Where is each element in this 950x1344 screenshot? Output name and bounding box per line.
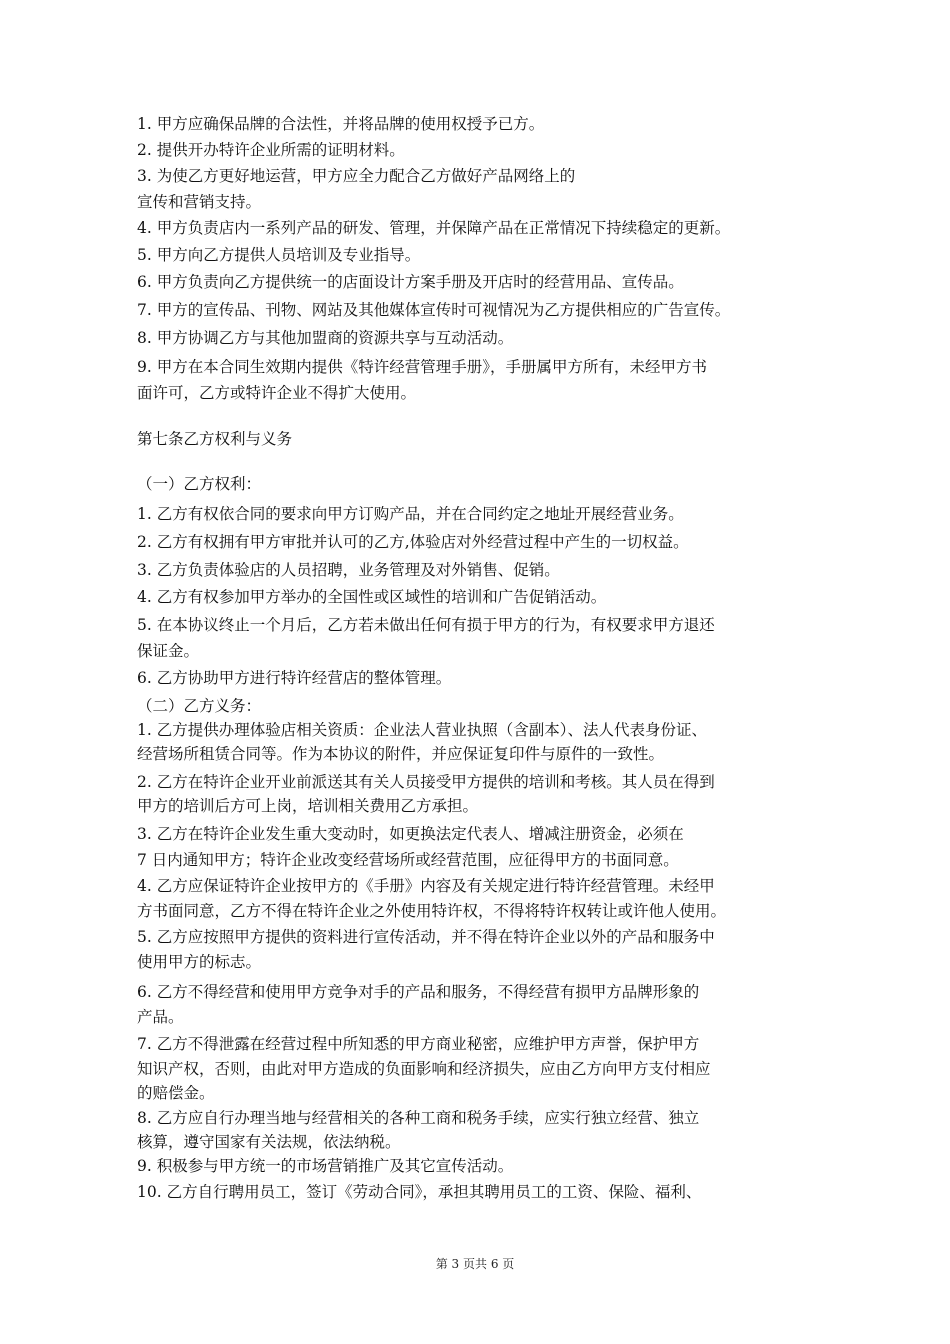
subsection-heading: （二）乙方义务： [137, 697, 262, 715]
text-line: 4. 乙方应保证特许企业按甲方的《手册》内容及有关规定进行特许经营管理。未经甲 [137, 877, 715, 895]
text-line: 5. 乙方应按照甲方提供的资料进行宣传活动，并不得在特许企业以外的产品和服务中 [137, 928, 715, 946]
text-line: 1. 乙方有权依合同的要求向甲方订购产品，并在合同约定之地址开展经营业务。 [137, 505, 684, 523]
text-line: 4. 乙方有权参加甲方举办的全国性或区域性的培训和广告促销活动。 [137, 588, 607, 606]
text-line: 2. 乙方有权拥有甲方审批并认可的乙方,体验店对外经营过程中产生的一切权益。 [137, 533, 689, 551]
text-line: 10. 乙方自行聘用员工，签订《劳动合同》，承担其聘用员工的工资、保险、福利、 [137, 1183, 702, 1201]
text-line: 面许可，乙方或特许企业不得扩大使用。 [137, 384, 417, 402]
text-line: 使用甲方的标志。 [137, 953, 262, 971]
text-line: 3. 乙方在特许企业发生重大变动时，如更换法定代表人、增减注册资金，必须在 [137, 825, 684, 843]
text-line: 产品。 [137, 1008, 184, 1026]
text-line: 3. 乙方负责体验店的人员招聘，业务管理及对外销售、促销。 [137, 561, 560, 579]
text-line: 9. 积极参与甲方统一的市场营销推广及其它宣传活动。 [137, 1157, 514, 1175]
text-line: 7. 乙方不得泄露在经营过程中所知悉的甲方商业秘密，应维护甲方声誉，保护甲方 [137, 1035, 700, 1053]
text-line: 8. 甲方协调乙方与其他加盟商的资源共享与互动活动。 [137, 329, 514, 347]
text-line: 3. 为使乙方更好地运营，甲方应全力配合乙方做好产品网络上的 [137, 167, 576, 185]
text-line: 方书面同意，乙方不得在特许企业之外使用特许权，不得将特许权转让或许他人使用。 [137, 902, 727, 920]
text-line: 保证金。 [137, 642, 200, 660]
text-line: 4. 甲方负责店内一系列产品的研发、管理，并保障产品在正常情况下持续稳定的更新。 [137, 219, 731, 237]
text-line: 知识产权，否则，由此对甲方造成的负面影响和经济损失，应由乙方向甲方支付相应 [137, 1060, 711, 1078]
text-line: 7. 甲方的宣传品、刊物、网站及其他媒体宣传时可视情况为乙方提供相应的广告宣传。 [137, 301, 731, 319]
text-line: 8. 乙方应自行办理当地与经营相关的各种工商和税务手续，应实行独立经营、独立 [137, 1109, 700, 1127]
text-line: 1. 甲方应确保品牌的合法性，并将品牌的使用权授予已方。 [137, 115, 545, 133]
text-line: 核算，遵守国家有关法规，依法纳税。 [137, 1133, 401, 1151]
text-line: 甲方的培训后方可上岗，培训相关费用乙方承担。 [137, 797, 479, 815]
text-line: 9. 甲方在本合同生效期内提供《特许经营管理手册》，手册属甲方所有，未经甲方书 [137, 358, 707, 376]
text-line: 6. 甲方负责向乙方提供统一的店面设计方案手册及开店时的经营用品、宣传品。 [137, 273, 684, 291]
text-line: 2. 乙方在特许企业开业前派送其有关人员接受甲方提供的培训和考核。其人员在得到 [137, 773, 715, 791]
text-line: 2. 提供开办特许企业所需的证明材料。 [137, 141, 405, 159]
text-line: 6. 乙方不得经营和使用甲方竞争对手的产品和服务，不得经营有损甲方品牌形象的 [137, 983, 700, 1001]
text-line: 5. 在本协议终止一个月后，乙方若未做出任何有损于甲方的行为，有权要求甲方退还 [137, 616, 715, 634]
text-line: 6. 乙方协助甲方进行特许经营店的整体管理。 [137, 669, 452, 687]
text-line: 的赔偿金。 [137, 1084, 215, 1102]
page-footer: 第 3 页共 6 页 [435, 1257, 515, 1271]
text-line: 7 日内通知甲方；特许企业改变经营场所或经营范围，应征得甲方的书面同意。 [137, 851, 679, 869]
text-line: 1. 乙方提供办理体验店相关资质：企业法人营业执照（含副本）、法人代表身份证、 [137, 721, 707, 739]
text-line: 宣传和营销支持。 [137, 193, 262, 211]
subsection-heading: （一）乙方权利： [137, 475, 262, 493]
text-line: 5. 甲方向乙方提供人员培训及专业指导。 [137, 246, 421, 264]
section-heading: 第七条乙方权利与义务 [137, 430, 293, 448]
text-line: 经营场所租赁合同等。作为本协议的附件，并应保证复印件与原件的一致性。 [137, 745, 665, 763]
